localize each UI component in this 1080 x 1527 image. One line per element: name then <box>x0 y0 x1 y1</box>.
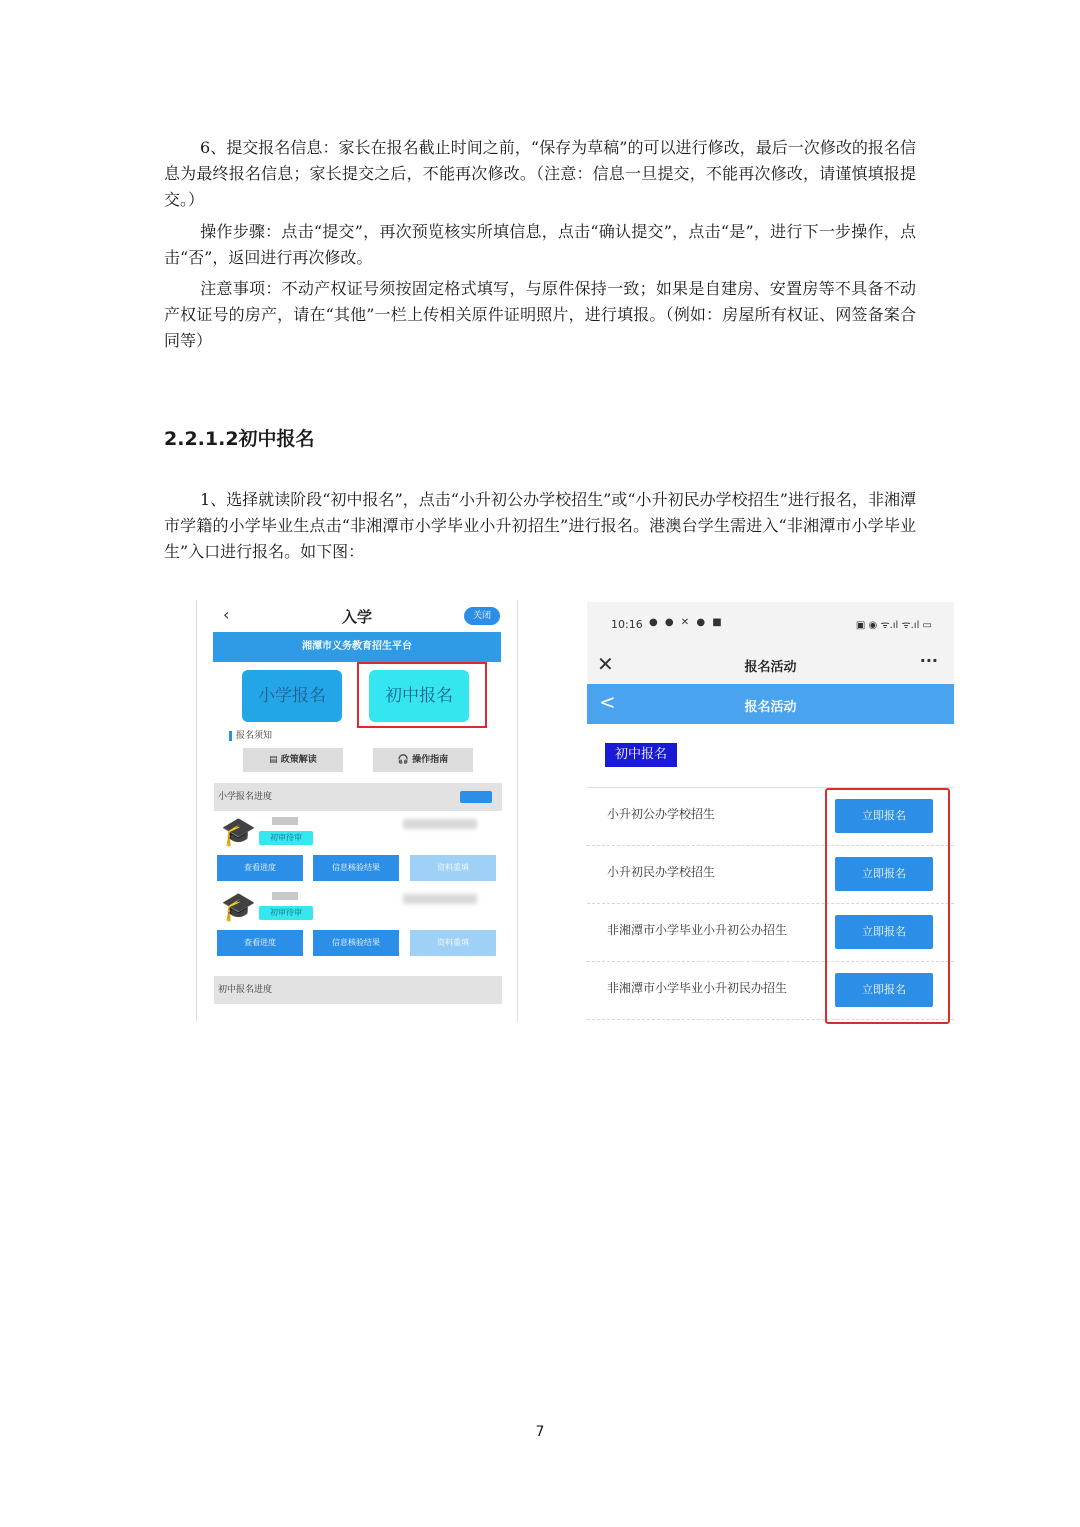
nav-title: 报名活动 <box>744 660 797 675</box>
enroll-now-button[interactable]: 立即报名 <box>835 915 933 949</box>
back-arrow-icon[interactable]: < <box>599 690 616 714</box>
enroll-now-button[interactable]: 立即报名 <box>835 799 933 833</box>
accent-bar <box>229 731 232 741</box>
enroll-now-button[interactable]: 立即报名 <box>835 973 933 1007</box>
page-title: 报名活动 <box>744 700 797 715</box>
blurred-name <box>272 817 298 825</box>
nav-bar <box>587 646 954 684</box>
highlight-box <box>357 662 487 728</box>
blurred-info <box>403 894 477 904</box>
section-heading: 2.2.1.2初中报名 <box>164 428 315 450</box>
signal-battery-icon: ▣ ◉ ᯤ.ıl ᯤ.ıl ▭ <box>855 620 932 631</box>
blurred-info <box>403 819 477 829</box>
stage-badge: 初中报名 <box>605 743 677 767</box>
blurred-name <box>272 892 298 900</box>
guide-button[interactable]: 🎧 操作指南 <box>373 748 473 772</box>
refill-button[interactable]: 资料重填 <box>410 855 496 881</box>
application-card <box>217 815 503 887</box>
graduation-cap-icon: 🎓 <box>221 890 256 923</box>
activity-label: 非湘潭市小学毕业小升初民办招生 <box>607 981 788 995</box>
middle-progress-label: 初中报名进度 <box>218 985 273 995</box>
page-header <box>587 684 954 724</box>
policy-button[interactable]: ▤ 政策解读 <box>243 748 343 772</box>
graduation-cap-icon: 🎓 <box>221 815 256 848</box>
notification-icons: ● ● ✕ ● ■ <box>649 617 724 628</box>
more-icon[interactable]: ··· <box>919 651 938 670</box>
middle-progress-header <box>214 976 502 1004</box>
paragraph-operation-steps: 操作步骤：点击“提交”，再次预览核实所填信息，点击“确认提交”，点击“是”，进行下一步操作，点击“否”，返回进行再次修改。 <box>164 222 916 267</box>
refill-button[interactable]: 资料重填 <box>410 930 496 956</box>
platform-banner: 湘潭市义务教育招生平台 <box>213 632 501 662</box>
paragraph-select-stage: 1、选择就读阶段“初中报名”，点击“小升初公办学校招生”或“小升初民办学校招生”进行报名，非湘潭市学籍的小学毕业生点击“非湘潭市小学毕业小升初招生”进行报名。港澳台学生需进入“非湘潭市小学毕业生”入口进行报名。如下图： <box>164 490 916 561</box>
screen-title: 入学 <box>341 608 372 626</box>
primary-school-enroll-tile[interactable]: 小学报名 <box>242 670 342 722</box>
middle-school-enroll-tile[interactable]: 初中报名 <box>369 670 469 722</box>
enrollment-screenshot-left <box>196 600 518 1022</box>
view-progress-button[interactable]: 查看进度 <box>217 930 303 956</box>
more-button[interactable] <box>460 791 492 803</box>
primary-progress-header <box>214 783 502 811</box>
clock: 10:16 <box>611 618 643 631</box>
phone-status-bar <box>587 602 954 646</box>
status-badge: 初审待审 <box>259 831 313 845</box>
application-card <box>217 890 503 962</box>
verify-result-button[interactable]: 信息核验结果 <box>313 930 399 956</box>
enrollment-screenshot-right <box>587 602 954 1028</box>
close-button[interactable]: 关闭 <box>464 607 500 625</box>
paragraph-notes: 注意事项：不动产权证号须按固定格式填写，与原件保持一致；如果是自建房、安置房等不具备不动产权证号的房产，请在“其他”一栏上传相关原件证明照片，进行填报。（例如：房屋所有权证、网签备案合同等） <box>164 279 916 350</box>
status-badge: 初审待审 <box>259 906 313 920</box>
view-progress-button[interactable]: 查看进度 <box>217 855 303 881</box>
primary-progress-label: 小学报名进度 <box>218 792 273 802</box>
paragraph-submit-info: 6、提交报名信息：家长在报名截止时间之前，“保存为草稿”的可以进行修改，最后一次修改的报名信息为最终报名信息；家长提交之后，不能再次修改。（注意：信息一旦提交，不能再次修改，请谨慎填报提交。） <box>164 138 916 209</box>
activity-label: 小升初公办学校招生 <box>607 807 716 821</box>
page-number: 7 <box>535 1424 545 1440</box>
notice-label: 报名须知 <box>236 731 273 741</box>
activity-label: 小升初民办学校招生 <box>607 865 716 879</box>
enroll-now-button[interactable]: 立即报名 <box>835 857 933 891</box>
highlight-box <box>825 788 950 1024</box>
verify-result-button[interactable]: 信息核验结果 <box>313 855 399 881</box>
close-icon[interactable]: ✕ <box>597 652 614 676</box>
back-arrow-icon[interactable]: ‹ <box>223 605 230 624</box>
activity-label: 非湘潭市小学毕业小升初公办招生 <box>607 923 788 937</box>
top-bar <box>197 600 517 632</box>
enroll-notice <box>229 728 272 741</box>
